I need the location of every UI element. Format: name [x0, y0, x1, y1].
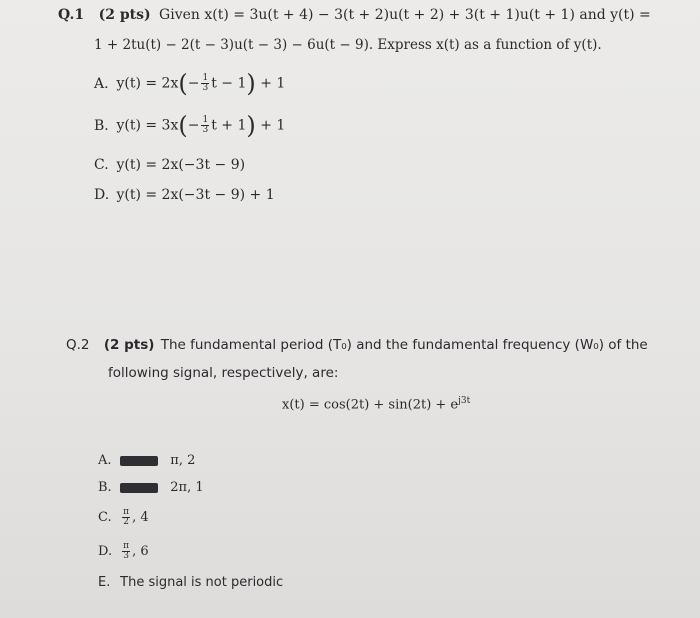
q2-option-a[interactable] [98, 452, 195, 470]
q1-option-b[interactable]: B. y(t) = 3x(− $\frac{1}{3}$ t + 1) + 1 [94, 111, 286, 140]
q1-header [58, 6, 651, 24]
option-text: π, 2 [170, 453, 196, 468]
q1-stem-line1: Given x(t) = 3u(t + 4) − 3(t + 2)u(t + 2) + 3(t + 1)u(t + 1) and y(t) = [159, 7, 651, 23]
option-suffix: + 1 [255, 75, 286, 92]
q2-points: (2 pts) [103, 337, 155, 353]
q2-option-e[interactable] [98, 574, 283, 592]
q1-option-d[interactable] [94, 186, 275, 204]
option-letter: A. [94, 75, 109, 92]
option-letter: E. [98, 575, 111, 590]
option-text: , 6 [132, 544, 149, 559]
option-inner: t − 1 [211, 75, 247, 92]
fraction: $\frac{1}{3}$ [202, 73, 209, 93]
option-text: y(t) = 2x(−3t − 9) [116, 157, 246, 173]
q1-option-a[interactable]: A. y(t) = 2x(− $\frac{1}{3}$ t − 1) + 1 [94, 69, 286, 98]
option-prefix: y(t) = 2x [116, 75, 179, 92]
q1-label: Q.1 [58, 7, 85, 23]
option-text: y(t) = 2x(−3t − 9) + 1 [116, 187, 275, 203]
equation-text: x(t) = cos(2t) + sin(2t) + e [282, 397, 459, 413]
q1-option-c[interactable] [94, 156, 245, 174]
option-suffix: + 1 [255, 117, 286, 134]
option-letter: D. [98, 544, 113, 559]
option-inner-sign: − [187, 117, 200, 134]
option-letter: A. [98, 453, 112, 468]
q1-stem-line2: 1 + 2tu(t) − 2(t − 3)u(t − 3) − 6u(t − 9). Express x(t) as a function of y(t). [94, 37, 602, 53]
option-letter: B. [94, 117, 109, 134]
option-inner-sign: − [187, 75, 200, 92]
option-letter: C. [98, 510, 112, 525]
scribble-mark [120, 456, 158, 466]
fraction: $\frac{\pi}{2}$ [123, 507, 130, 527]
q2-label: Q.2 [66, 337, 90, 353]
option-text: 2π, 1 [170, 480, 204, 495]
q2-stem-line2: following signal, respectively, are: [108, 365, 339, 381]
q2-equation [282, 392, 470, 414]
fraction: $\frac{1}{3}$ [202, 115, 209, 135]
q2-option-b[interactable] [98, 479, 204, 497]
option-text: , 4 [132, 510, 149, 525]
option-letter: C. [94, 157, 109, 173]
q2-option-c[interactable] [98, 508, 149, 527]
scribble-mark [120, 483, 158, 493]
q2-stem-line1: The fundamental period (T₀) and the fundamental frequency (W₀) of the [160, 337, 648, 353]
option-prefix: y(t) = 3x [116, 117, 179, 134]
option-text: The signal is not periodic [120, 575, 284, 590]
option-letter: D. [94, 187, 110, 203]
equation-exponent: j3t [458, 396, 471, 406]
fraction: $\frac{\pi}{3}$ [123, 541, 130, 561]
option-inner: t + 1 [211, 117, 247, 134]
q2-header [66, 336, 648, 354]
option-letter: B. [98, 480, 112, 495]
q1-points: (2 pts) [98, 7, 151, 23]
q2-option-d[interactable] [98, 542, 149, 561]
